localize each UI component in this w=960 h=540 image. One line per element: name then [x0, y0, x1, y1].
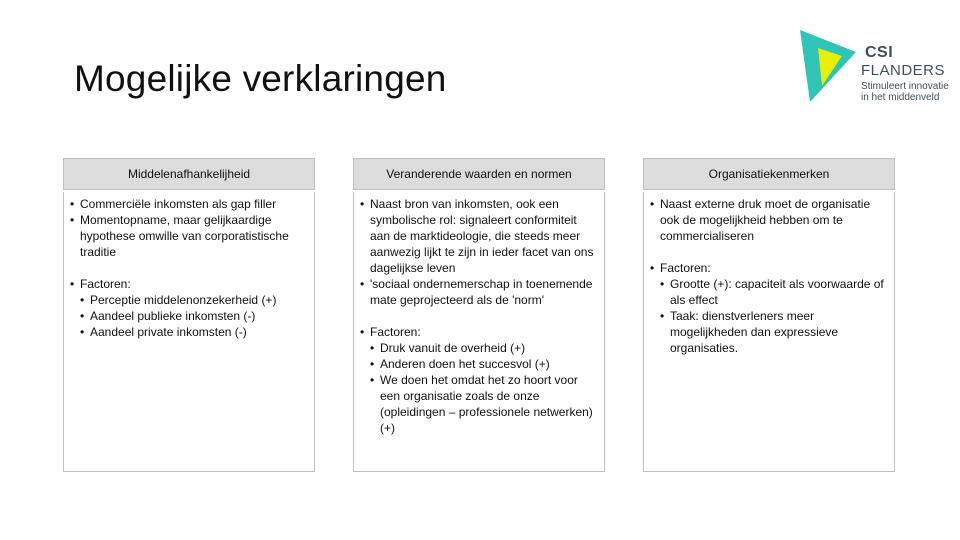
factor-item: • Perceptie middelenonzekerheid (+)	[70, 292, 308, 308]
factor-item: • We doen het omdat het zo hoort voor een organisatie zoals de onze (opleidingen – professionele netwerken) (+)	[360, 372, 598, 436]
column-body	[353, 192, 605, 472]
column-organisatiekenmerken	[643, 158, 895, 472]
logo-subtitle: FLANDERS	[861, 62, 946, 79]
page-title: Mogelijke verklaringen	[74, 58, 447, 99]
logo-tagline-2: in het middenveld	[861, 92, 940, 103]
logo-triangle-icon	[798, 28, 858, 104]
factor-item: • Aandeel private inkomsten (-)	[70, 324, 308, 340]
column-header: Organisatiekenmerken	[643, 158, 895, 190]
factors-label: • Factoren:	[360, 324, 598, 340]
list-item: • Commerciële inkomsten als gap filler	[70, 196, 308, 212]
list-item: • Naast bron van inkomsten, ook een symbolische rol: signaleert conformiteit aan de marktideologie, die steeds meer aanwezig lijkt te zijn in ieder facet van ons dagelijkse leven	[360, 196, 598, 276]
factors-label: • Factoren:	[650, 260, 888, 276]
column-body	[63, 192, 315, 472]
column-header: Middelenafhankelijheid	[63, 158, 315, 190]
list-item: • 'sociaal ondernemerschap in toenemende mate geprojecteerd als de 'norm'	[360, 276, 598, 308]
list-item: • Naast externe druk moet de organisatie ook de mogelijkheid hebben om te commercialiseren	[650, 196, 888, 244]
factor-item: • Grootte (+): capaciteit als voorwaarde of als effect	[650, 276, 888, 308]
column-waarden-en-normen	[353, 158, 605, 472]
factor-item: • Druk vanuit de overheid (+)	[360, 340, 598, 356]
csi-flanders-logo	[798, 28, 948, 114]
column-middelenafhankelijheid	[63, 158, 315, 472]
factor-item: • Anderen doen het succesvol (+)	[360, 356, 598, 372]
factor-item: • Taak: dienstverleners meer mogelijkheden dan expressieve organisaties.	[650, 308, 888, 356]
factor-item: • Aandeel publieke inkomsten (-)	[70, 308, 308, 324]
logo-tagline-1: Stimuleert innovatie	[861, 81, 949, 92]
column-body	[643, 192, 895, 472]
logo-name: CSI	[865, 44, 894, 61]
column-header: Veranderende waarden en normen	[353, 158, 605, 190]
list-item: • Momentopname, maar gelijkaardige hypothese omwille van corporatistische traditie	[70, 212, 308, 260]
factors-label: • Factoren:	[70, 276, 308, 292]
